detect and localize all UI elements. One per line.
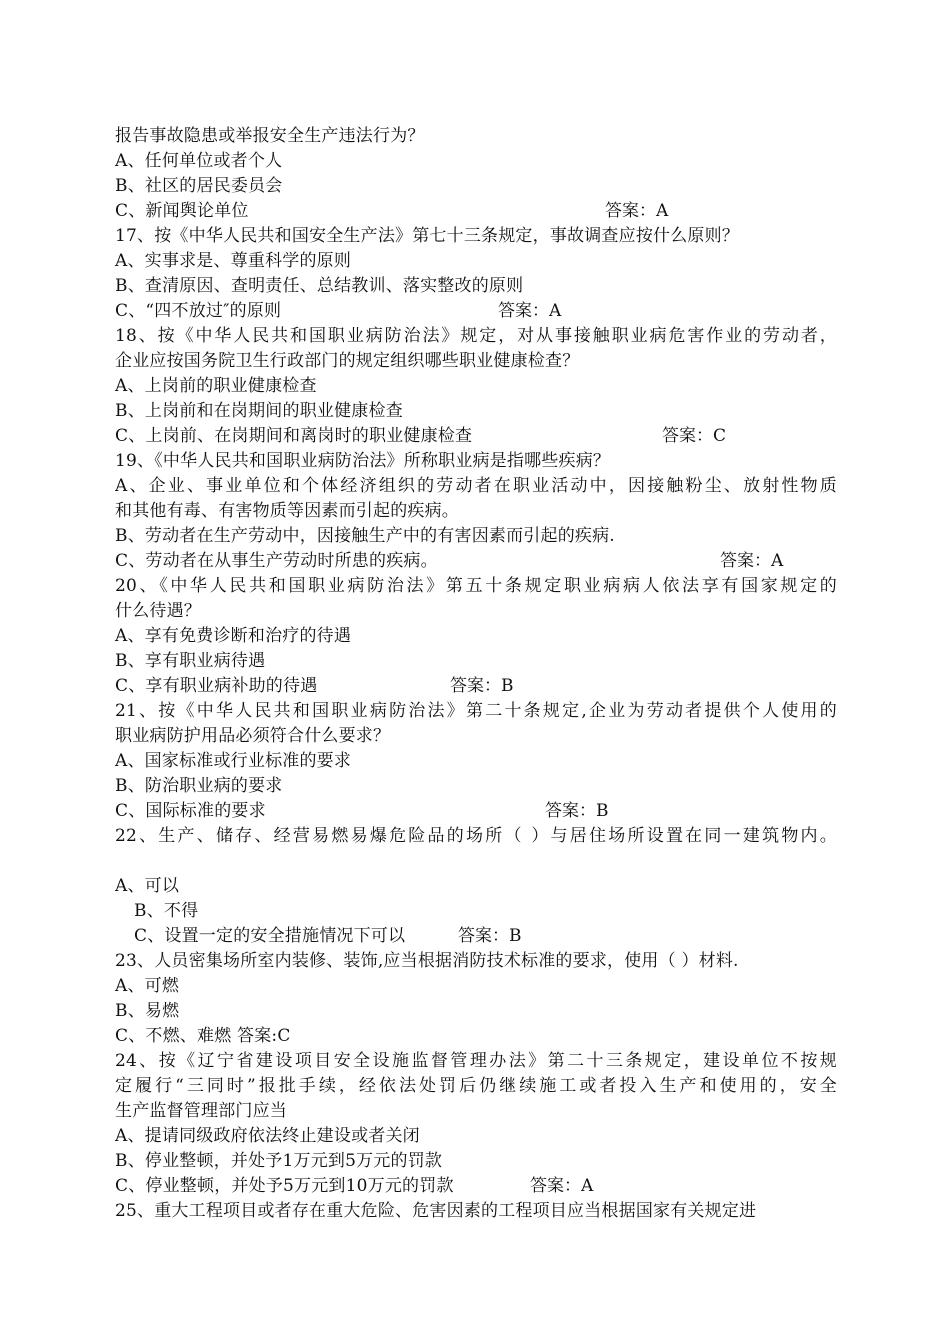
option-b: B、防治职业病的要求 (115, 776, 283, 796)
option-a: A、任何单位或者个人 (115, 151, 283, 171)
question-18: 18、按《中华人民共和国职业病防治法》规定，对从事接触职业病危害作业的劳动者， (115, 326, 837, 346)
option-c: C、“四不放过″的原则 (115, 301, 282, 321)
option-a: A、可以 (115, 876, 180, 896)
question-21: 21、按《中华人民共和国职业病防治法》第二十条规定,企业为劳动者提供个人使用的 (115, 701, 837, 721)
option-a: A、享有免费诊断和治疗的待遇 (115, 626, 352, 646)
option-b: B、社区的居民委员会 (115, 176, 283, 196)
answer-18: 答案：C (662, 426, 727, 446)
option-a: A、提请同级政府依法终止建设或者关闭 (115, 1126, 420, 1146)
answer-19: 答案：A (720, 551, 784, 571)
question-22: 22、生产、储存、经营易燃易爆危险品的场所（ ）与居住场所设置在同一建筑物内。 (115, 826, 837, 846)
option-b: B、查清原因、查明责任、总结教训、落实整改的原则 (115, 276, 524, 296)
question-24: 24、按《辽宁省建设项目安全设施监督管理办法》第二十三条规定，建设单位不按规 (115, 1051, 837, 1071)
option-a: A、实事求是、尊重科学的原则 (115, 251, 352, 271)
answer-21: 答案：B (545, 801, 609, 821)
option-c: C、享有职业病补助的待遇 (115, 676, 318, 696)
option-a: A、上岗前的职业健康检查 (115, 376, 317, 396)
question-21-cont: 职业病防护用品必须符合什么要求？ (115, 726, 391, 746)
option-a-cont: 和其他有毒、有害物质等因素而引起的疾病。 (115, 501, 459, 521)
option-a: A、可燃 (115, 976, 180, 996)
option-c: C、停业整顿，并处予5万元到10万元的罚款 (115, 1176, 454, 1196)
question-20-cont: 什么待遇？ (115, 601, 201, 621)
option-b: B、上岗前和在岗期间的职业健康检查 (115, 401, 403, 421)
question-20: 20、《中华人民共和国职业病防治法》第五十条规定职业病病人依法享有国家规定的 (115, 576, 837, 596)
option-a: A、国家标准或行业标准的要求 (115, 751, 352, 771)
answer-17: 答案：A (498, 301, 562, 321)
question-25: 25、重大工程项目或者存在重大危险、危害因素的工程项目应当根据国家有关规定进 (115, 1201, 757, 1221)
option-c: C、设置一定的安全措施情况下可以 (134, 926, 406, 946)
option-b: B、易燃 (115, 1001, 180, 1021)
answer-22: 答案：B (458, 926, 522, 946)
option-c: C、劳动者在从事生产劳动时所患的疾病。 (115, 551, 438, 571)
answer-20: 答案：B (450, 676, 514, 696)
option-b: B、劳动者在生产劳动中，因接触生产中的有害因素而引起的疾病. (115, 526, 615, 546)
option-b: B、享有职业病待遇 (115, 651, 266, 671)
option-c: C、上岗前、在岗期间和离岗时的职业健康检查 (115, 426, 473, 446)
question-17: 17、按《中华人民共和国安全生产法》第七十三条规定，事故调查应按什么原则？ (115, 226, 740, 246)
option-c: C、新闻舆论单位 (115, 201, 249, 221)
option-b: B、停业整顿，并处予1万元到5万元的罚款 (115, 1151, 443, 1171)
question-18-cont: 企业应按国务院卫生行政部门的规定组织哪些职业健康检查？ (115, 351, 580, 371)
option-c: C、不燃、难燃 答案:C (115, 1026, 291, 1046)
text-line: 报告事故隐患或举报安全生产违法行为？ (115, 126, 425, 146)
answer-24: 答案：A (530, 1176, 594, 1196)
question-24-cont: 定履行“三同时”报批手续，经依法处罚后仍继续施工或者投入生产和使用的，安全 (115, 1076, 837, 1096)
question-23: 23、人员密集场所室内装修、装饰,应当根据消防技术标准的要求，使用（ ）材料. (115, 951, 739, 971)
option-a: A、企业、事业单位和个体经济组织的劳动者在职业活动中，因接触粉尘、放射性物质 (115, 476, 837, 496)
option-b: B、不得 (134, 901, 199, 921)
option-c: C、国际标准的要求 (115, 801, 266, 821)
question-24-cont: 生产监督管理部门应当 (115, 1101, 287, 1121)
answer-16: 答案：A (605, 201, 669, 221)
question-19: 19、《中华人民共和国职业病防治法》所称职业病是指哪些疾病？ (115, 451, 611, 471)
